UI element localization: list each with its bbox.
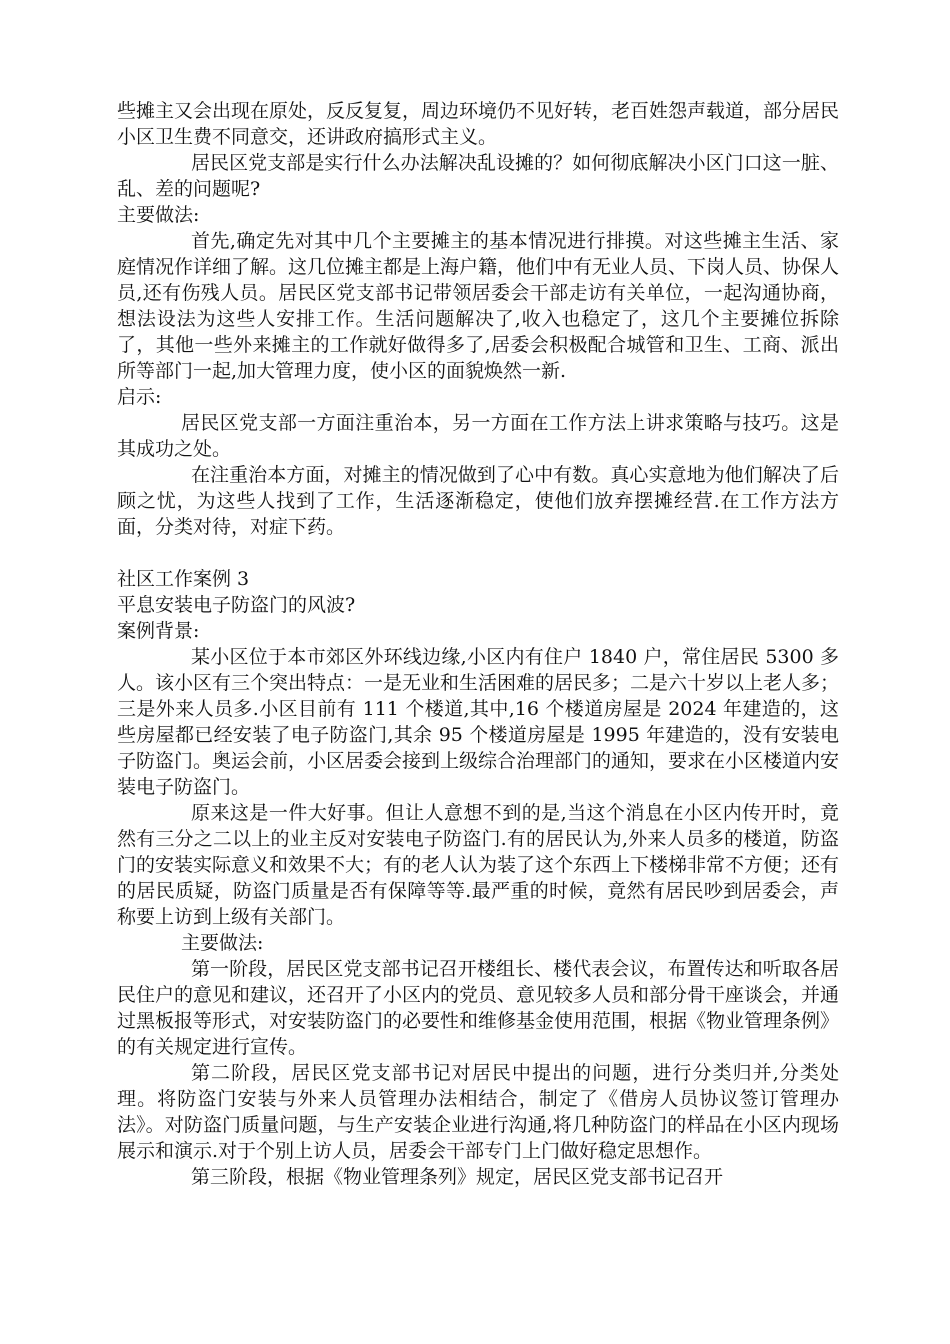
- heading-background: 案例背景:: [117, 620, 200, 642]
- document-page: [117, 98, 839, 1190]
- heading-main-method-2: 主要做法:: [181, 932, 264, 954]
- paragraph-3: 首先,确定先对其中几个主要摊主的基本情况进行排摸。对这些摊主生活、家庭情况作详细了解。这几位摊主都是上海户籍，他们中有无业人员、下岗人员、协保人员,还有伤残人员。居民区党支部书记带领居委会干部走访有关单位，一起沟通协商，想法设法为这些人安排工作。生活问题解决了,收入也稳定了，这几个主要摊位拆除了，其他一些外来摊主的工作就好做得多了,居委会积极配合城管和卫生、工商、派出所等部门一起,加大管理力度，使小区的面貌焕然一新.: [117, 230, 840, 382]
- paragraph-10: 第三阶段，根据《物业管理条列》规定，居民区党支部书记召开: [191, 1166, 724, 1188]
- paragraph-2: 居民区党支部是实行什么办法解决乱设摊的？如何彻底解决小区门口这一脏、乱、差的问题呢?: [117, 152, 839, 200]
- paragraph-7: 原来这是一件大好事。但让人意想不到的是,当这个消息在小区内传开时，竟然有三分之二以上的业主反对安装电子防盗门.有的居民认为,外来人员多的楼道，防盗门的安装实际意义和效果不大；有的老人认为装了这个东西上下楼梯非常不方便；还有的居民质疑，防盗门质量是否有保障等等.最严重的时候，竟然有居民吵到居委会，声称要上访到上级有关部门。: [117, 802, 840, 928]
- heading-insight: 启示:: [117, 386, 162, 408]
- paragraph-5: 在注重治本方面，对摊主的情况做到了心中有数。真心实意地为他们解决了后顾之忧，为这些人找到了工作，生活逐渐稳定，使他们放弃摆摊经营.在工作方法方面，分类对待，对症下药。: [117, 464, 839, 538]
- heading-main-method-1: 主要做法:: [117, 204, 200, 226]
- paragraph-9: 第二阶段，居民区党支部书记对居民中提出的问题，进行分类归并,分类处理。将防盗门安装与外来人员管理办法相结合，制定了《借房人员协议签订管理办法》。对防盗门质量问题，与生产安装企业进行沟通,将几种防盗门的样品在小区内现场展示和演示.对于个别上访人员，居委会干部专门上门做好稳定思想作。: [117, 1062, 839, 1162]
- case-subtitle: 平息安装电子防盗门的风波?: [117, 594, 356, 616]
- section-gap: [117, 540, 839, 566]
- case-title: 社区工作案例 3: [117, 568, 250, 590]
- paragraph-4: 居民区党支部一方面注重治本，另一方面在工作方法上讲求策略与技巧。这是其成功之处。: [117, 412, 839, 460]
- paragraph-6: 某小区位于本市郊区外环线边缘,小区内有住户 1840 户，常住居民 5300 多人。该小区有三个突出特点：一是无业和生活困难的居民多；二是六十岁以上老人多；三是外来人员多.小区目前有 111 个楼道,其中,16 个楼道房屋是 2024 年建造的，这些房屋都已经安装了电子防盗门,其余 95 个楼道房屋是 1995 年建造的，没有安装电子防盗门。奥运会前，小区居委会接到上级综合治理部门的通知，要求在小区楼道内安装电子防盗门。: [117, 646, 840, 798]
- paragraph-8: 第一阶段，居民区党支部书记召开楼组长、楼代表会议，布置传达和听取各居民住户的意见和建议，还召开了小区内的党员、意见较多人员和部分骨干座谈会，并通过黑板报等形式，对安装防盗门的必要性和维修基金使用范围，根据《物业管理条例》的有关规定进行宣传。: [117, 958, 840, 1058]
- paragraph-1: 些摊主又会出现在原处，反反复复，周边环境仍不见好转，老百姓怨声载道，部分居民小区卫生费不同意交，还讲政府搞形式主义。: [117, 100, 840, 148]
